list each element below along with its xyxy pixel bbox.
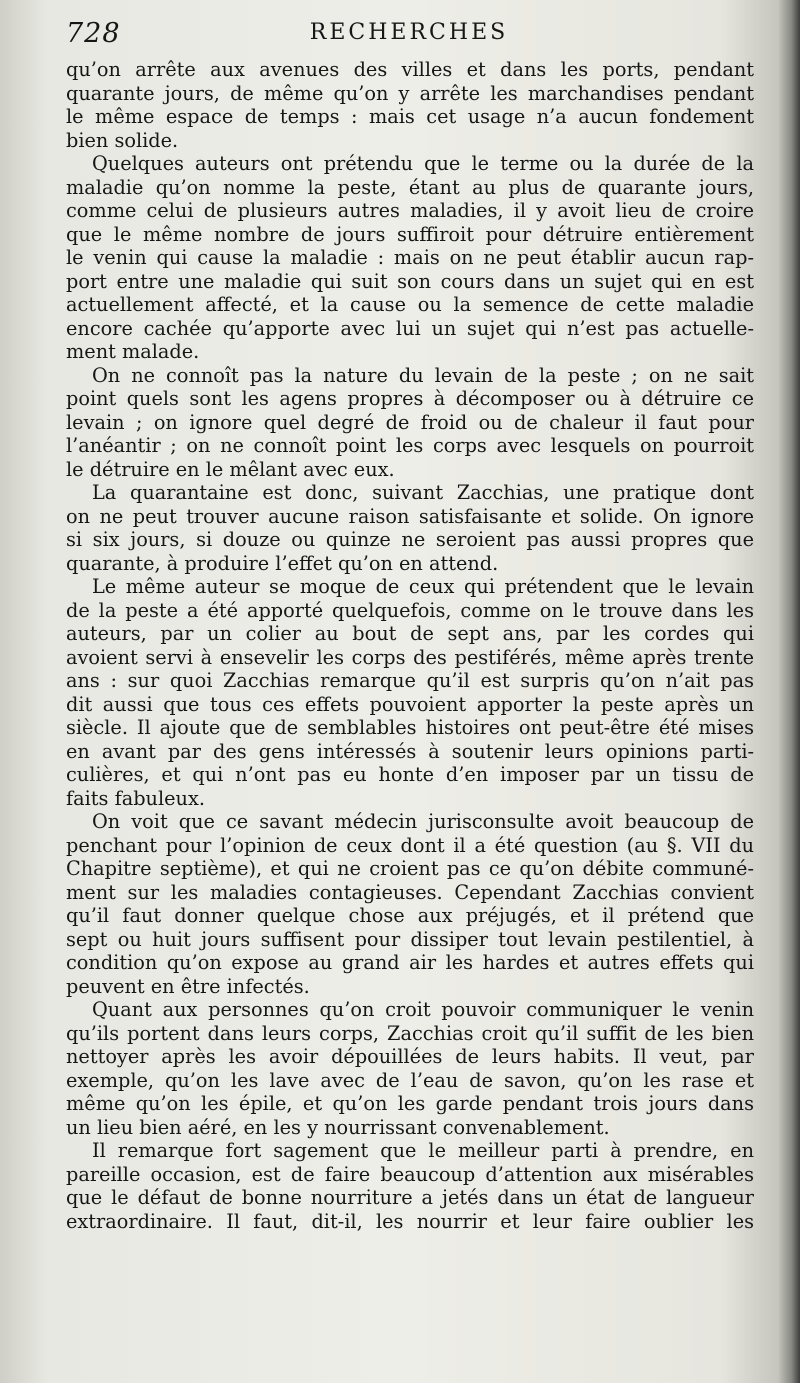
text-line: que le même nombre de jours suffiroit pour détruire entièrement	[66, 222, 754, 246]
text-line: culières, et qui n’ont pas eu honte d’en imposer par un tissu de	[66, 763, 754, 786]
text-line: dit aussi que tous ces effets pouvoient apporter la peste après un	[66, 692, 754, 716]
text-line: le détruire en le mêlant avec eux.	[66, 457, 395, 481]
text-line: sept ou huit jours suffisent pour dissiper tout levain pestilentiel, à	[66, 927, 754, 951]
text-line: point quels sont les agens propres à décomposer ou à détruire ce	[66, 387, 754, 410]
text-line: On voit que ce savant médecin jurisconsulte avoit beaucoup de	[92, 810, 754, 833]
text-line: si six jours, si douze ou quinze ne seroient pas aussi propres que	[66, 528, 754, 551]
text-line: peuvent en être infectés.	[66, 974, 310, 998]
text-line: La quarantaine est donc, suivant Zacchias, une pratique dont	[92, 481, 754, 504]
text-line: On ne connoît pas la nature du levain de la peste ; on ne sait	[92, 363, 754, 387]
text-line: Chapitre septième), et qui ne croient pas ce qu’on débite communé-	[66, 857, 754, 880]
text-line: Quelques auteurs ont prétendu que le terme ou la durée de la	[92, 152, 754, 175]
page-gutter-shadow	[778, 0, 800, 1383]
text-line: même qu’on les épile, et qu’on les garde pendant trois jours dans	[66, 1092, 754, 1115]
text-line: Il remarque fort sagement que le meilleur parti à prendre, en	[92, 1139, 754, 1162]
text-line: avoient servi à ensevelir les corps des pestiférés, même après trente	[66, 645, 754, 669]
text-line: un lieu bien aéré, en les y nourrissant convenablement.	[66, 1115, 610, 1139]
text-line: que le défaut de bonne nourriture a jetés dans un état de langueur	[66, 1186, 754, 1209]
text-line: siècle. Il ajoute que de semblables histoires ont peut-être été mises	[66, 716, 754, 739]
text-line: on ne peut trouver aucune raison satisfaisante et solide. On ignore	[66, 504, 754, 528]
text-line: de la peste a été apporté quelquefois, comme on le trouve dans les	[66, 598, 754, 622]
text-line: auteurs, par un colier au bout de sept ans, par les cordes qui	[66, 622, 754, 645]
text-line: le même espace de temps : mais cet usage n’a aucun fondement	[66, 105, 754, 128]
text-line: bien solide.	[66, 128, 179, 152]
text-line: en avant par des gens intéressés à soutenir leurs opinions parti-	[66, 739, 754, 763]
text-line: qu’il faut donner quelque chose aux préjugés, et il prétend que	[66, 904, 754, 927]
text-line: actuellement affecté, et la cause ou la semence de cette maladie	[66, 293, 754, 316]
text-line: pareille occasion, est de faire beaucoup d’attention aux misérables	[66, 1162, 754, 1186]
body-text	[66, 58, 754, 1233]
text-line: penchant pour l’opinion de ceux dont il a été question (au §. VII du	[66, 833, 754, 857]
text-line: l’anéantir ; on ne connoît point les corps avec lesquels on pourroit	[66, 434, 754, 457]
text-line: exemple, qu’on les lave avec de l’eau de savon, qu’on les rase et	[66, 1068, 754, 1092]
text-line: ans : sur quoi Zacchias remarque qu’il est surpris qu’on n’ait pas	[66, 669, 754, 692]
text-line: le venin qui cause la maladie : mais on ne peut établir aucun rap-	[66, 246, 754, 269]
text-line: port entre une maladie qui suit son cours dans un sujet qui en est	[66, 269, 754, 293]
page-number: 728	[66, 18, 121, 49]
page-header	[66, 18, 752, 52]
text-line: levain ; on ignore quel degré de froid ou de chaleur il faut pour	[66, 410, 754, 434]
text-line: comme celui de plusieurs autres maladies, il y avoit lieu de croire	[66, 199, 754, 222]
text-line: condition qu’on expose au grand air les hardes et autres effets qui	[66, 951, 754, 974]
text-line: Quant aux personnes qu’on croit pouvoir communiquer le venin	[92, 998, 754, 1021]
text-line: faits fabuleux.	[66, 786, 205, 810]
text-line: extraordinaire. Il faut, dit-il, les nourrir et leur faire oublier les	[66, 1209, 754, 1233]
text-line: quarante, à produire l’effet qu’on en attend.	[66, 551, 499, 575]
text-line: nettoyer après les avoir dépouillées de leurs habits. Il veut, par	[66, 1045, 754, 1068]
running-title: RECHERCHES	[309, 20, 509, 45]
text-line: ment malade.	[66, 340, 200, 363]
text-line: Le même auteur se moque de ceux qui prétendent que le levain	[92, 575, 754, 598]
text-line: quarante jours, de même qu’on y arrête les marchandises pendant	[66, 81, 754, 105]
text-line: maladie qu’on nomme la peste, étant au plus de quarante jours,	[66, 175, 754, 199]
text-line: encore cachée qu’apporte avec lui un sujet qui n’est pas actuelle-	[66, 316, 754, 340]
text-line: qu’on arrête aux avenues des villes et dans les ports, pendant	[66, 58, 754, 81]
text-line: ment sur les maladies contagieuses. Cependant Zacchias convient	[66, 880, 754, 904]
text-line: qu’ils portent dans leurs corps, Zacchias croit qu’il suffit de les bien	[66, 1021, 754, 1045]
